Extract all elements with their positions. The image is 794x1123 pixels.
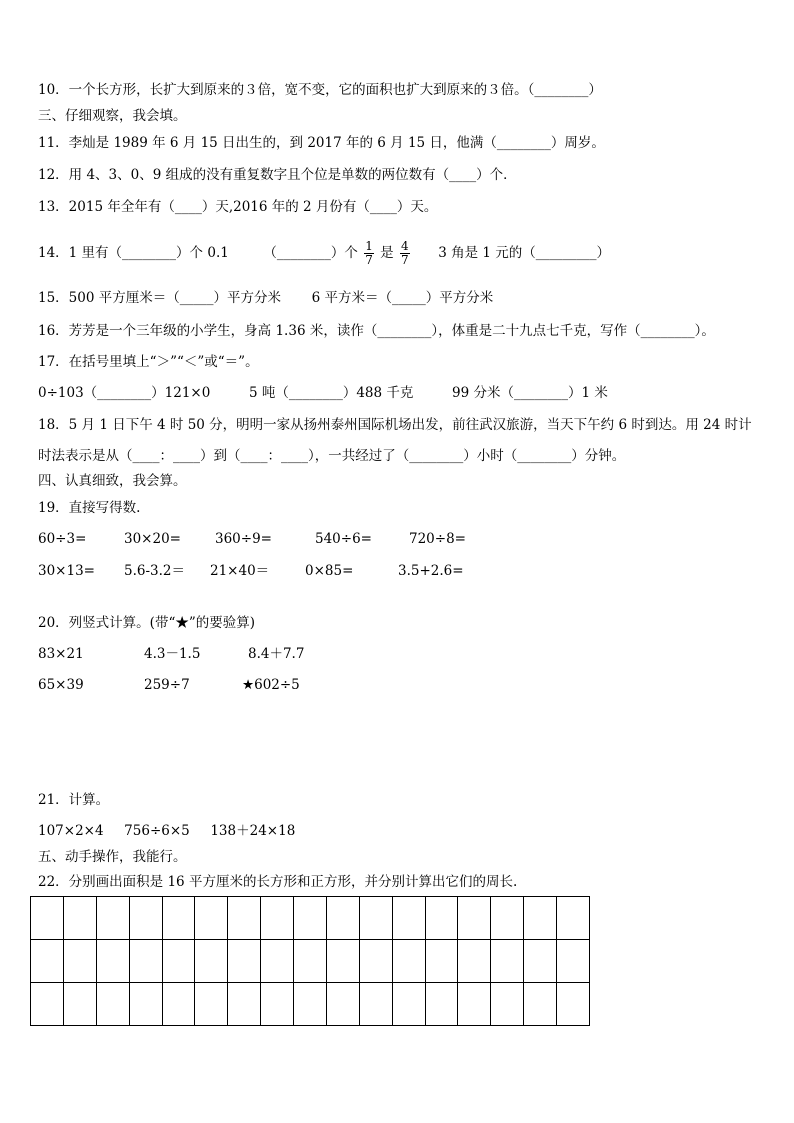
grid-cell[interactable]	[392, 897, 425, 940]
grid-cell[interactable]	[96, 983, 129, 1026]
q19-r2-3: 21×40＝	[210, 563, 270, 579]
grid-cell[interactable]	[524, 983, 557, 1026]
q14-mid: 是	[380, 245, 394, 261]
q21-item-3: 138＋24×18	[210, 823, 296, 839]
question-15	[38, 289, 493, 307]
grid-cell[interactable]	[557, 983, 590, 1026]
frac2-denominator: 7	[400, 253, 409, 267]
grid-cell[interactable]	[294, 940, 327, 983]
grid-cell[interactable]	[228, 940, 261, 983]
grid-cell[interactable]	[228, 897, 261, 940]
q20-r1-2: 4.3－1.5	[144, 646, 201, 662]
section-4-heading: 四、认真细致，我会算。	[38, 473, 187, 489]
question-18-line2: 时法表示是从（____：____）到（____：____），一共经过了（________）小时（________）分钟。	[38, 448, 626, 464]
grid-cell[interactable]	[425, 940, 458, 983]
q19-r2-4: 0×85=	[305, 563, 354, 579]
grid-cell[interactable]	[326, 940, 359, 983]
grid-cell[interactable]	[458, 983, 491, 1026]
question-11: 11．李灿是 1989 年 6 月 15 日出生的，到 2017 年的 6 月 15 日，他满（________）周岁。	[38, 135, 605, 151]
q19-r1-4: 540÷6=	[315, 531, 372, 547]
grid-cell[interactable]	[162, 983, 195, 1026]
q20-r1-1: 83×21	[38, 646, 84, 662]
question-20: 20．列竖式计算。(带“★”的要验算)	[38, 615, 256, 631]
grid-cell[interactable]	[294, 897, 327, 940]
question-19: 19．直接写得数.	[38, 500, 141, 516]
question-10: 10．一个长方形，长扩大到原来的３倍，宽不变，它的面积也扩大到原来的３倍。（________）	[38, 82, 602, 98]
grid-cell[interactable]	[458, 897, 491, 940]
grid-cell[interactable]	[359, 983, 392, 1026]
q14-part3: 3 角是 1 元的（_________）	[438, 245, 610, 261]
q19-r1-1: 60÷3=	[38, 531, 87, 547]
grid-cell[interactable]	[63, 940, 96, 983]
grid-cell[interactable]	[162, 940, 195, 983]
question-14	[38, 234, 610, 272]
grid-cell[interactable]	[524, 897, 557, 940]
grid-cell[interactable]	[63, 983, 96, 1026]
q19-r2-1: 30×13=	[38, 563, 95, 579]
question-21: 21．计算。	[38, 792, 110, 808]
grid-cell[interactable]	[557, 940, 590, 983]
q17-item-a: 0÷103（________）121×0	[38, 385, 211, 401]
grid-cell[interactable]	[261, 940, 294, 983]
grid-cell[interactable]	[294, 983, 327, 1026]
grid-cell[interactable]	[129, 940, 162, 983]
grid-cell[interactable]	[261, 983, 294, 1026]
q19-r1-2: 30×20=	[124, 531, 181, 547]
grid-cell[interactable]	[96, 940, 129, 983]
frac1-numerator: 1	[365, 239, 373, 253]
grid-cell[interactable]	[228, 983, 261, 1026]
grid-cell[interactable]	[359, 940, 392, 983]
grid-cell[interactable]	[425, 983, 458, 1026]
q21-items	[38, 822, 295, 840]
grid-row	[31, 940, 590, 983]
question-12: 12．用 4、3、0、9 组成的没有重复数字且个位是单数的两位数有（____）个．	[38, 167, 517, 183]
grid-cell[interactable]	[31, 897, 64, 940]
grid-cell[interactable]	[458, 940, 491, 983]
q14-part2: （________）个	[263, 245, 358, 261]
grid-cell[interactable]	[392, 983, 425, 1026]
grid-cell[interactable]	[195, 983, 228, 1026]
q17-item-b: 5 吨（________）488 千克	[248, 385, 414, 401]
fraction-one-seventh	[364, 240, 374, 267]
q19-r1-3: 360÷9=	[215, 531, 272, 547]
q15-part-a: 15．500 平方厘米＝（_____）平方分米	[38, 290, 281, 306]
q19-r2-5: 3.5+2.6=	[398, 563, 464, 579]
grid-cell[interactable]	[557, 897, 590, 940]
grid-cell[interactable]	[491, 940, 524, 983]
q20-r2-3: ★602÷5	[242, 677, 300, 693]
question-17: 17．在括号里填上“＞”“＜”或“＝”。	[38, 354, 259, 370]
q20-r2-2: 259÷7	[144, 677, 190, 693]
q19-r1-5: 720÷8=	[409, 531, 466, 547]
q17-item-c: 99 分米（________）1 米	[451, 385, 608, 401]
q21-item-2: 756÷6×5	[124, 823, 190, 839]
grid-cell[interactable]	[63, 897, 96, 940]
grid-cell[interactable]	[425, 897, 458, 940]
question-13: 13．2015 年全年有（____）天,2016 年的 2 月份有（____）天。	[38, 199, 438, 215]
frac2-numerator: 4	[400, 239, 409, 253]
q20-r2-1: 65×39	[38, 677, 84, 693]
question-17-items	[38, 384, 608, 402]
question-16: 16．芳芳是一个三年级的小学生，身高 1.36 米，读作（________），体重是二十九点七千克，写作（________）。	[38, 323, 715, 339]
section-3-heading: 三、仔细观察，我会填。	[38, 108, 187, 124]
question-18-line1: 18．5 月 1 日下午 4 时 50 分，明明一家从扬州泰州国际机场出发，前往武汉旅游，当天下午约 6 时到达。用 24 时计	[38, 417, 752, 433]
question-22: 22．分别画出面积是 16 平方厘米的长方形和正方形，并分别计算出它们的周长.	[38, 874, 518, 890]
grid-cell[interactable]	[261, 897, 294, 940]
section-5-heading: 五、动手操作，我能行。	[38, 849, 187, 865]
grid-cell[interactable]	[162, 897, 195, 940]
q21-item-1: 107×2×4	[38, 823, 104, 839]
grid-cell[interactable]	[96, 897, 129, 940]
grid-cell[interactable]	[195, 940, 228, 983]
grid-cell[interactable]	[491, 897, 524, 940]
grid-cell[interactable]	[326, 983, 359, 1026]
frac1-denominator: 7	[365, 253, 373, 267]
grid-cell[interactable]	[129, 983, 162, 1026]
grid-cell[interactable]	[195, 897, 228, 940]
grid-cell[interactable]	[359, 897, 392, 940]
q15-part-b: 6 平方米＝（_____）平方分米	[311, 290, 494, 306]
grid-cell[interactable]	[31, 983, 64, 1026]
grid-cell[interactable]	[326, 897, 359, 940]
q19-r2-2: 5.6-3.2＝	[124, 563, 186, 579]
grid-cell[interactable]	[524, 940, 557, 983]
q14-part1: 14．1 里有（________）个 0.1	[38, 245, 229, 261]
fraction-four-sevenths	[400, 240, 410, 267]
grid-row	[31, 897, 590, 940]
grid-row	[31, 983, 590, 1026]
grid-cell[interactable]	[31, 940, 64, 983]
grid-cell[interactable]	[491, 983, 524, 1026]
grid-cell[interactable]	[392, 940, 425, 983]
drawing-grid[interactable]	[30, 896, 590, 1026]
q20-r1-3: 8.4＋7.7	[248, 646, 305, 662]
grid-cell[interactable]	[129, 897, 162, 940]
